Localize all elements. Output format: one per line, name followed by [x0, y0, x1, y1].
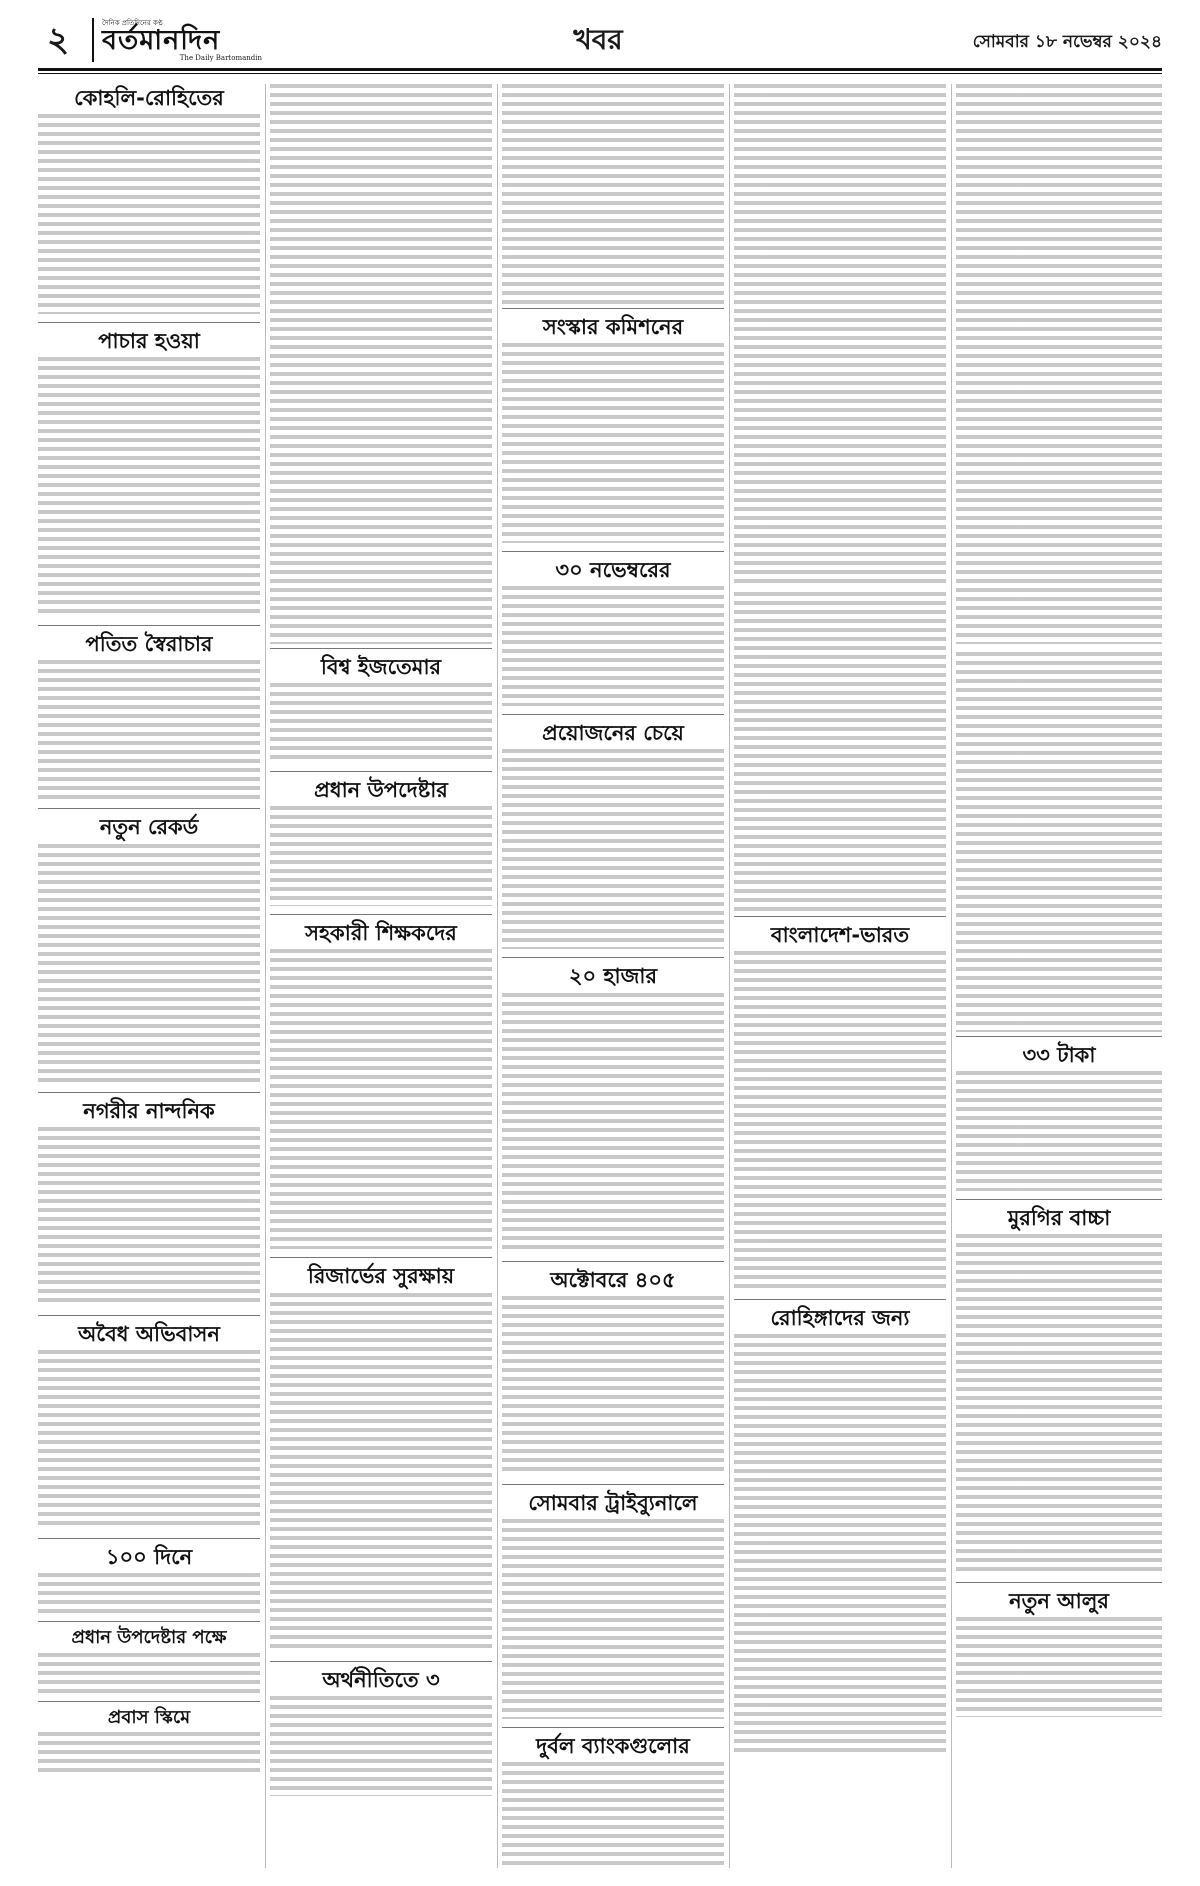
story-headline: নতুন আলুর	[1009, 1589, 1109, 1614]
logo-wordmark: বর্তমানদিন	[102, 25, 221, 56]
story-divider	[38, 1621, 260, 1622]
story-divider	[956, 1582, 1162, 1583]
story-kohli	[38, 86, 260, 314]
story-headline: প্রধান উপদেষ্টার	[314, 778, 448, 803]
story-body	[502, 343, 724, 543]
story-headline: অক্টোবরে ৪০৫	[550, 1267, 676, 1292]
story-probash	[38, 1708, 260, 1773]
story-headline: রিজার্ভের সুরক্ষায়	[307, 1264, 455, 1289]
story-body-continued	[956, 652, 1162, 1032]
column-divider	[497, 84, 498, 1868]
story-divider	[38, 625, 260, 626]
story-headline: সংস্কার কমিশনের	[542, 315, 684, 339]
masthead-rule	[38, 68, 1162, 71]
story-headline: পতিত স্বৈরাচার	[85, 632, 213, 657]
story-divider	[38, 1315, 260, 1316]
story-divider	[502, 957, 724, 958]
story-divider	[502, 714, 724, 715]
story-body	[502, 1296, 724, 1476]
story-divider	[734, 916, 946, 917]
story-headline: বাংলাদেশ-ভারত	[770, 923, 910, 947]
story-divider	[38, 808, 260, 809]
story-pachar	[38, 329, 260, 617]
story-headline: মুরগির বাচ্চা	[1007, 1206, 1111, 1231]
story-divider	[502, 551, 724, 552]
story-headline: সোমবার ট্রাইব্যুনালে	[528, 1490, 698, 1515]
story-reserve	[270, 1264, 492, 1652]
story-body	[38, 1127, 260, 1307]
column-divider	[729, 84, 730, 1868]
story-prodhan-pokkhe	[38, 1628, 260, 1693]
story-body	[38, 1653, 260, 1693]
column-2	[270, 84, 492, 1868]
story-divider	[502, 1484, 724, 1485]
newspaper-page	[38, 18, 1162, 1868]
story-body	[270, 949, 492, 1249]
story-body	[38, 1573, 260, 1613]
column-5	[956, 84, 1162, 1868]
story-bisso-ijtema	[270, 655, 492, 763]
story-divider	[502, 1261, 724, 1262]
story-divider	[502, 308, 724, 309]
story-murgi	[956, 1206, 1162, 1574]
story-divider	[38, 1092, 260, 1093]
story-obaidh	[38, 1322, 260, 1530]
story-tribunal	[502, 1491, 724, 1719]
story-body	[956, 1071, 1162, 1191]
story-divider	[956, 1199, 1162, 1200]
column-3	[502, 84, 724, 1868]
story-tetrish-taka	[956, 1043, 1162, 1191]
story-divider	[270, 771, 492, 772]
story-rohingya	[734, 1306, 946, 1754]
story-headline: রোহিঙ্গাদের জন্য	[770, 1306, 910, 1331]
story-divider	[38, 1538, 260, 1539]
story-sohokari	[270, 921, 492, 1249]
story-body	[38, 357, 260, 617]
story-eksho-dine	[38, 1545, 260, 1613]
logo-tagline: দৈনিক প্রতিদিনের কণ্ঠ	[102, 19, 163, 27]
story-body-continued	[956, 84, 1162, 644]
story-divider	[38, 1701, 260, 1702]
story-record	[38, 815, 260, 1083]
story-headline: ২০ হাজার	[568, 964, 658, 989]
story-headline: বিশ্ব ইজতেমার	[320, 655, 442, 679]
story-proyojoner	[502, 721, 724, 949]
story-headline: প্রয়োজনের চেয়ে	[542, 721, 684, 746]
story-headline: কোহলি-রোহিতের	[74, 86, 224, 110]
story-divider	[502, 1727, 724, 1728]
story-bangladesh-bharat	[734, 923, 946, 1291]
section-title: খবর	[573, 23, 623, 56]
story-body-continued	[734, 84, 946, 584]
story-divider	[956, 1036, 1162, 1037]
column-4	[734, 84, 946, 1868]
story-body	[38, 844, 260, 1084]
story-headline: নগরীর নান্দনিক	[83, 1098, 215, 1123]
story-headline: সহকারী শিক্ষকদের	[305, 921, 457, 946]
column-divider	[951, 84, 952, 1868]
story-headline: দুর্বল ব্যাংকগুলোর	[536, 1733, 690, 1758]
story-body	[956, 1234, 1162, 1574]
story-body	[270, 806, 492, 906]
story-body-continued	[502, 84, 724, 304]
issue-date: সোমবার ১৮ নভেম্বর ২০২৪	[972, 32, 1162, 52]
logo-english-name: The Daily Bartomandin	[179, 54, 262, 62]
story-headline: পাচার হওয়া	[98, 329, 200, 354]
story-body	[734, 951, 946, 1291]
story-headline: নতুন রেকর্ড	[99, 815, 199, 840]
story-divider	[270, 1661, 492, 1662]
story-prodhan-upodeshta	[270, 778, 492, 906]
story-body	[38, 114, 260, 314]
story-headline: প্রবাস স্কিমে	[107, 1706, 191, 1728]
story-body	[502, 586, 724, 706]
column-1	[38, 84, 260, 1868]
masthead	[38, 18, 1162, 62]
story-divider	[38, 322, 260, 323]
story-headline: ৩০ নভেম্বরের	[555, 558, 671, 583]
story-body	[734, 1334, 946, 1754]
story-body	[270, 683, 492, 763]
story-nagorik	[38, 1099, 260, 1307]
story-body	[270, 1293, 492, 1653]
story-divider	[270, 1257, 492, 1258]
story-headline: ৩৩ টাকা	[1022, 1043, 1096, 1067]
column-divider	[265, 84, 266, 1868]
story-bish-hajar	[502, 964, 724, 1252]
story-headline: প্রধান উপদেষ্টার পক্ষে	[71, 1626, 227, 1648]
story-october	[502, 1268, 724, 1476]
story-divider	[270, 648, 492, 649]
story-orthonitite	[270, 1668, 492, 1796]
masthead-rule-thin	[38, 73, 1162, 74]
story-body	[38, 660, 260, 800]
story-body	[502, 993, 724, 1253]
story-body	[502, 1762, 724, 1868]
story-body	[956, 1617, 1162, 1717]
story-divider	[734, 1299, 946, 1300]
story-headline: অবৈধ অভিবাসন	[78, 1321, 220, 1346]
story-headline: অর্থনীতিতে ৩	[322, 1667, 440, 1692]
story-tirish-november	[502, 558, 724, 706]
story-body	[270, 1696, 492, 1796]
story-songskar	[502, 315, 724, 543]
story-durbol-bank	[502, 1734, 724, 1868]
story-notun-alu	[956, 1589, 1162, 1717]
story-body-continued	[734, 592, 946, 912]
story-body	[38, 1732, 260, 1772]
story-body-continued	[270, 84, 492, 644]
page-number: ২	[46, 20, 70, 60]
story-headline: ১০০ দিনে	[105, 1544, 193, 1569]
story-potito	[38, 632, 260, 800]
newspaper-logo	[92, 18, 262, 62]
story-body	[502, 749, 724, 949]
story-divider	[270, 914, 492, 915]
story-body	[38, 1350, 260, 1530]
story-body	[502, 1519, 724, 1719]
